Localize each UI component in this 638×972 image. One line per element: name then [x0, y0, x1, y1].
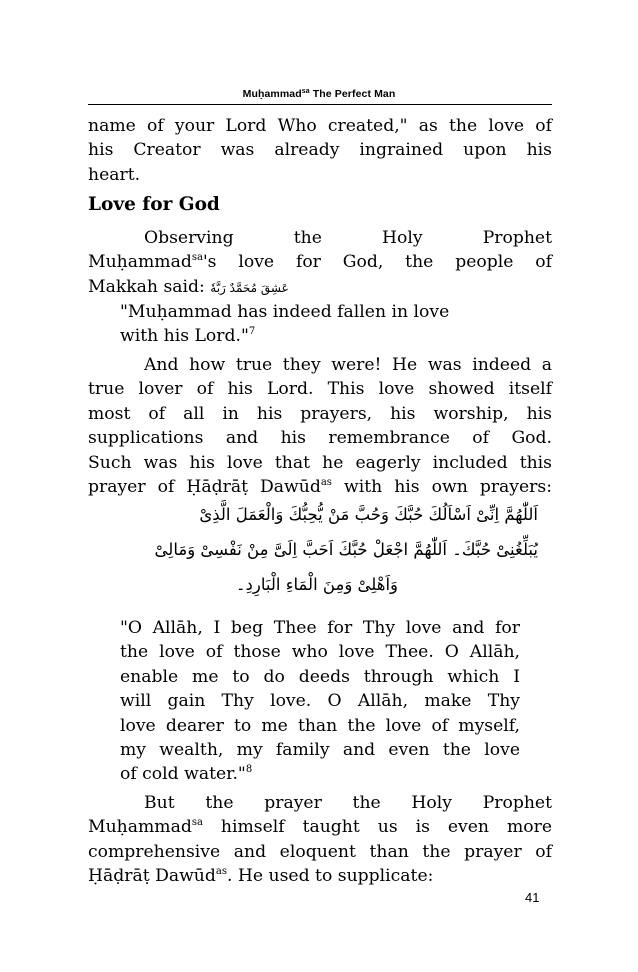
text-fragment: Muḥammad — [88, 252, 192, 273]
text-line: And how true they were! He was indeed a — [144, 355, 552, 375]
running-head-sup: sa — [301, 88, 310, 95]
text-line: name of your Lord Who created," as the love of — [88, 116, 552, 136]
text-fragment: 's love for God, the people of — [202, 252, 552, 273]
arabic-prayer-line: اَللّٰهُمَّ اِنِّیْ اَسْاَلُكَ حُبَّكَ وَحُبَّ مَنْ یُّحِبُّكَ وَالْعَمَلَ الَّذِیْ — [199, 505, 538, 524]
running-head — [0, 88, 638, 100]
text-line — [88, 864, 552, 888]
text-line: true lover of his Lord. This love showed itself — [88, 379, 552, 400]
arabic-prayer-line: یُبَلِّغُنِیْ حُبَّكَ۔ اَللّٰهُمَّ اجْعَلْ حُبَّكَ اَحَبَّ اِلَیَّ مِنْ نَفْسِیْ وَمَالِیْ — [154, 540, 538, 559]
text-line: enable me to do deeds through which I — [120, 666, 520, 687]
text-line: "O Allāh, I beg Thee for Thy love and for — [120, 618, 520, 638]
text-line: "Muḥammad has indeed fallen in love — [120, 302, 450, 322]
text-fragment: prayer of Ḥāḍrāṭ Dawūd — [88, 477, 321, 498]
paragraph-continuation — [88, 114, 552, 187]
text-line: will gain Thy love. O Allāh, make Thy — [120, 691, 520, 712]
running-head-name: Muḥammad — [242, 88, 302, 100]
text-fragment: himself taught us is even more — [202, 817, 552, 838]
text-line — [88, 475, 552, 499]
text-line: the love of those who love Thee. O Allāh, — [120, 642, 520, 663]
text-line: Such was his love that he eagerly included this — [88, 452, 552, 473]
footnote-ref: 8 — [245, 764, 253, 776]
paragraph-true-lover — [88, 353, 552, 499]
running-head-title: The Perfect Man — [309, 88, 396, 100]
text-line — [88, 275, 552, 300]
text-line: comprehensive and eloquent than the prayer of — [88, 841, 552, 862]
text-line — [88, 815, 552, 839]
text-fragment: Makkah said: — [88, 276, 211, 297]
arabic-prayer-line: وَاَهْلِیْ وَمِنَ الْمَاءِ الْبَارِدِ۔ — [235, 575, 398, 594]
text-fragment: with his Lord." — [120, 326, 249, 347]
honorific-sup: sa — [191, 817, 203, 829]
text-line: love dearer to me than the love of myself, — [120, 715, 520, 736]
quote-block-1 — [120, 300, 520, 349]
text-line — [120, 762, 520, 786]
text-line — [120, 324, 520, 348]
footnote-ref: 7 — [248, 326, 256, 338]
header-rule — [88, 104, 552, 105]
text-fragment: of cold water." — [120, 764, 246, 785]
paragraph-observing — [88, 226, 552, 300]
text-line: Observing the Holy Prophet — [144, 228, 552, 248]
text-line: his Creator was already ingrained upon his — [88, 140, 552, 161]
quote-block-2 — [120, 616, 520, 787]
text-line: supplications and his remembrance of God. — [88, 428, 552, 449]
honorific-sup: sa — [191, 252, 203, 264]
text-fragment: . He used to supplicate: — [226, 866, 434, 887]
text-line: most of all in his prayers, his worship, his — [88, 403, 552, 424]
arabic-inline-phrase: عَشِقَ مُحَمَّدٌ رَبَّهٗ — [210, 280, 289, 295]
text-line — [88, 250, 552, 274]
text-fragment: Ḥāḍrāṭ Dawūd — [88, 866, 216, 887]
honorific-sup: as — [320, 477, 332, 489]
paragraph-but-the-prayer — [88, 791, 552, 889]
section-heading: Love for God — [88, 194, 220, 215]
text-line: my wealth, my family and even the love — [120, 740, 520, 761]
text-fragment: with his own prayers: — [331, 477, 552, 498]
page-number: 41 — [525, 890, 540, 905]
text-fragment: Muḥammad — [88, 817, 192, 838]
honorific-sup: as — [215, 866, 227, 878]
text-line: heart. — [88, 164, 141, 185]
text-line: But the prayer the Holy Prophet — [144, 793, 552, 813]
